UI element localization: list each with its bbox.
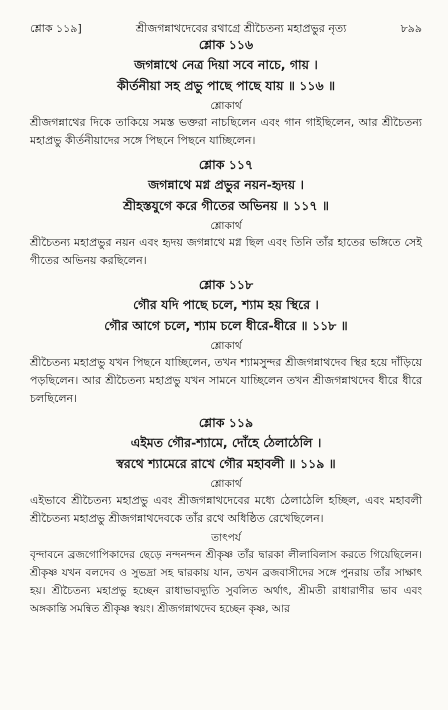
purport-label: তাৎপর্য [211,532,241,544]
verse-heading: শ্লোক ১১৮ [198,277,254,292]
translation-label: শ্লোকার্থ [210,100,242,112]
verse-119 [30,414,422,618]
verse-heading: শ্লোক ১১৭ [198,157,254,172]
header-verse-ref: শ্লোক ১১৯] [30,22,82,35]
header-chapter-title: শ্রীজগন্নাথদেবের রথাগ্রে শ্রীচৈতন্য মহাপ্রভুর নৃত্য [135,22,347,35]
translation-text: এইভাবে শ্রীচৈতন্য মহাপ্রভু এবং শ্রীজগন্নাথদেবের মধ্যে ঠেলাঠেলি হচ্ছিল, এবং মহাবলী শ্রীচৈতন্য মহাপ্রভু শ্রীজগন্নাথদেবকে তাঁর রথে অধিষ্ঠিত রেখেছিলেন। [30,494,422,525]
verse-118 [30,276,422,408]
verse-line-1: এইমত গৌর-শ্যামে, দোঁহে ঠেলাঠেলি । [130,435,322,450]
verse-line-1: গৌর যদি পাছে চলে, শ্যাম হয় স্থিরে । [133,297,319,312]
purport-text: বৃন্দাবনে ব্রজগোপিকাদের ছেড়ে নন্দনন্দন শ্রীকৃষ্ণ তাঁর দ্বারকা লীলাবিলাস করতে গিয়েছিলেন। শ্রীকৃষ্ণ যখন বলদেব ও সুভদ্রা সহ দ্বারকায় যান, তখন ব্রজবাসীদের সঙ্গে পুনরায় তাঁর সাক্ষাৎ হয়। শ্রীচৈতন্য মহাপ্রভু হচ্ছেন রাধাভাবদ্যুতি সুবলিত অর্থাৎ, শ্রীমতী রাধারাণীর ভাব এবং অঙ্গকান্তি সমন্বিত শ্রীকৃষ্ণ স্বয়ং। শ্রীজগন্নাথদেব হচ্ছেন কৃষ্ণ, আর [30,549,422,615]
verse-line-2: শ্রীহস্তযুগে করে গীতের অভিনয় ॥ ১১৭ ॥ [123,198,329,213]
verse-line-1: জগন্নাথে মগ্ন প্রভুর নয়ন-হৃদয় । [148,177,304,192]
translation-label: শ্লোকার্থ [210,478,242,490]
verse-line-1: জগন্নাথে নেত্র দিয়া সবে নাচে, গায় । [134,57,318,72]
verse-line-2: কীর্তনীয়া সহ প্রভু পাছে পাছে যায় ॥ ১১৬ ॥ [116,78,336,93]
translation-text: শ্রীচৈতন্য মহাপ্রভুর নয়ন এবং হৃদয় জগন্নাথে মগ্ন ছিল এবং তিনি তাঁর হাতের ভঙ্গিতে সেই গীতের অভিনয় করছিলেন। [30,236,422,267]
translation-label: শ্লোকার্থ [210,340,242,352]
verse-117 [30,156,422,270]
verse-line-2: গৌর আগে চলে, শ্যাম চলে ধীরে-ধীরে ॥ ১১৮ ॥ [104,318,348,333]
running-header [30,0,422,35]
verse-line-2: স্বরথে শ্যামেরে রাখে গৌর মহাবলী ॥ ১১৯ ॥ [116,456,336,471]
verse-heading: শ্লোক ১১৬ [198,37,254,52]
verse-116 [30,36,422,150]
translation-label: শ্লোকার্থ [210,220,242,232]
verse-heading: শ্লোক ১১৯ [198,415,254,430]
page-number: ৮৯৯ [400,22,422,35]
translation-text: শ্রীচৈতন্য মহাপ্রভু যখন পিছনে যাচ্ছিলেন, তখন শ্যামসুন্দর শ্রীজগন্নাথদেব স্থির হয়ে দাঁড়িয়ে পড়ছিলেন। আর শ্রীচৈতন্য মহাপ্রভু যখন সামনে যাচ্ছিলেন তখন শ্রীজগন্নাথদেব ধীরে ধীরে চলছিলেন। [30,356,422,405]
translation-text: শ্রীজগন্নাথের দিকে তাকিয়ে সমস্ত ভক্তরা নাচছিলেন এবং গান গাইছিলেন, আর শ্রীচৈতন্য মহাপ্রভু কীর্তনীয়াদের সঙ্গে পিছনে পিছনে যাচ্ছিলেন। [30,116,422,147]
